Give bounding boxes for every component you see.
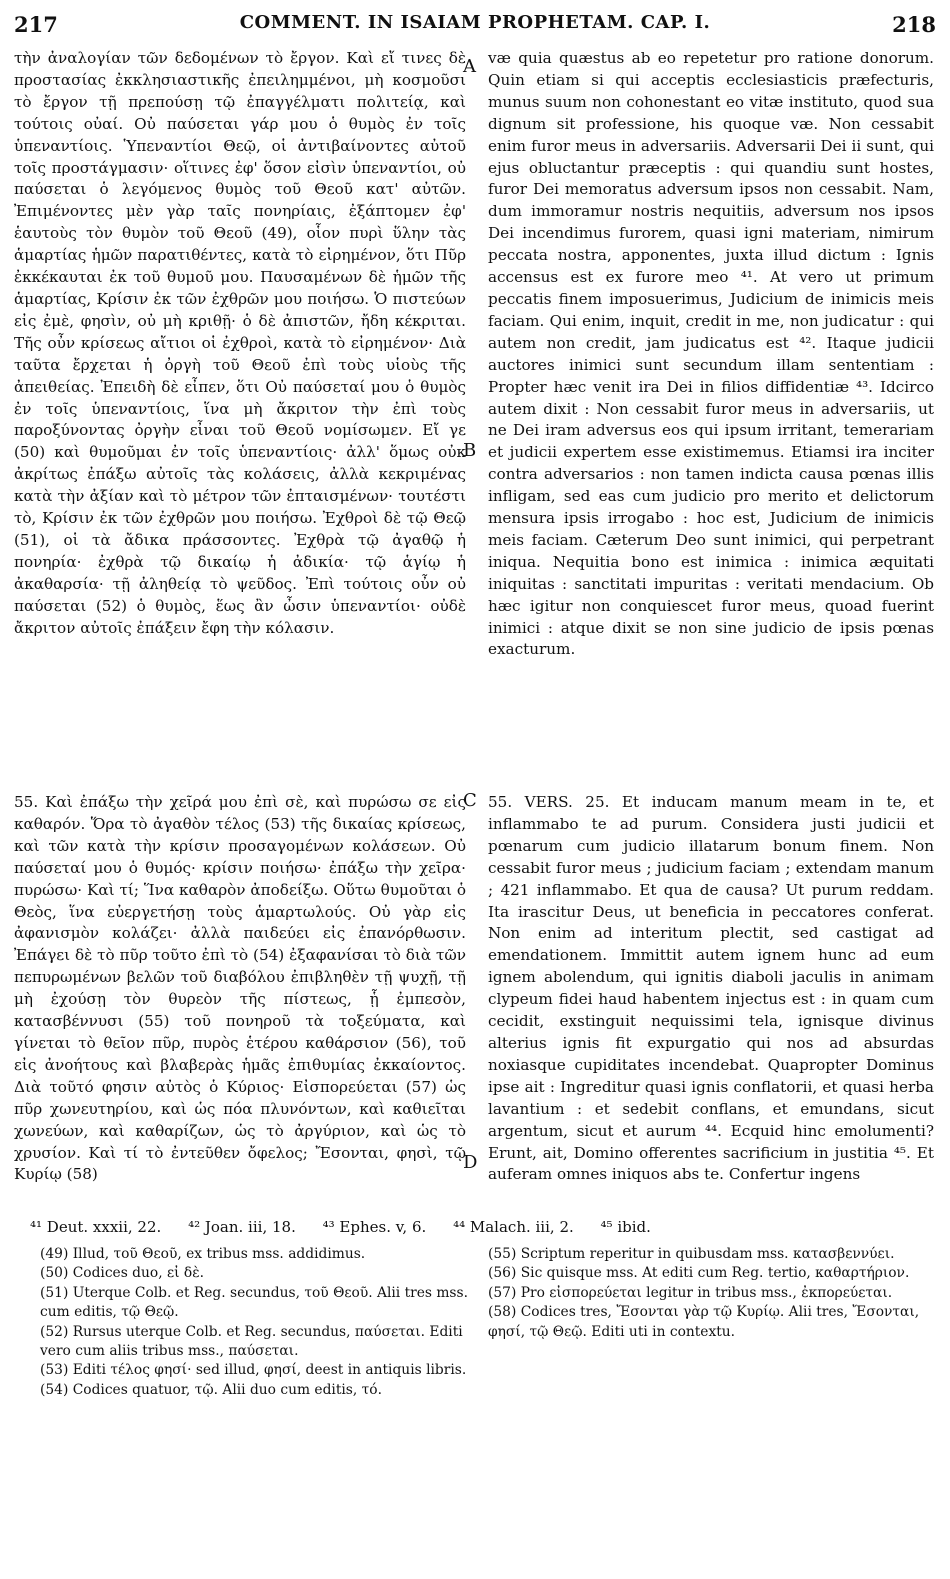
critical-note: (52) Rursus uterque Colb. et Reg. secundus, παύσεται. Editi vero cum aliis tribus mss., παύσεται. <box>40 1323 463 1360</box>
page-header <box>14 6 936 46</box>
critical-note: (50) Codices duo, εἰ δὲ. <box>40 1265 205 1282</box>
greek-column-section-2 <box>14 792 466 1186</box>
greek-paragraph-1: τὴν ἀναλογίαν τῶν δεδομένων τὸ ἔργον. Καὶ εἴ τινες δὲ προστασίας ἐκκλησιαστικῆς ἐπειλημμένοι, μὴ κοσμοῦσι τὸ ἔργον τῇ πρεπούσῃ τῷ ἐπαγγέλματι πολιτείᾳ, καὶ τούτοις οὐαί. Οὐ παύσεται γάρ μου ὁ θυμὸς ἐν τοῖς ὑπεναντίοις. Ὑπεναντίοι Θεῷ, οἱ ἀντιβαίνοντες αὐτοῦ τοῖς προστάγμασιν· οἵτινες ἐφ' ὅσον εἰσὶν ὑπεναντίοι, οὐ παύσεται ὁ λεγόμενος θυμὸς τοῦ Θεοῦ κατ' αὐτῶν. Ἐπιμένοντες μὲν γὰρ ταῖς πονηρίαις, ἐξάπτομεν ἐφ' ἑαυτοὺς τὸν θυμὸν τοῦ Θεοῦ (49), οἷον πυρὶ ὕλην τὰς ἁμαρτίας ἡμῶν παρατιθέντες, κατὰ τὸ εἰρημένον, ὅτι Πῦρ ἐκκέκαυται ἐκ τοῦ θυμοῦ μου. Παυσαμένων δὲ ἡμῶν τῆς ἁμαρτίας, Κρίσιν ἐκ τῶν ἐχθρῶν μου ποιήσω. Ὁ πιστεύων εἰς ἐμὲ, φησὶν, οὐ μὴ κριθῇ· ὁ δὲ ἀπιστῶν, ἤδη κέκριται. Τῆς οὖν κρίσεως αἴτιοι οἱ ἐχθροὶ, κατὰ τὸ εἰρημένον· Διὰ ταῦτα ἔρχεται ἡ ὀργὴ τοῦ Θεοῦ ἐπὶ τοὺς υἱοὺς τῆς ἀπειθείας. Ἐπειδὴ δὲ εἶπεν, ὅτι Οὐ παύσεταί μου ὁ θυμὸς ἐν τοῖς ὑπεναντίοις, ἵνα μὴ ἄκριτον τὴν ἐπὶ τοὺς παροξύνοντας ὀργὴν εἶναι τοῦ Θεοῦ νομίσωμεν. Εἴ γε (50) καὶ θυμοῦμαι ἐν τοῖς ὑπεναντίοις· ἀλλ' ὅμως οὐκ ἀκρίτως ἐπάξω αὐτοῖς τὰς κολάσεις, ἀλλὰ κεκριμένας κατὰ τὴν ἀξίαν καὶ τὸ μέτρον τῶν ἐπταισμένων· τουτέστι τὸ, Κρίσιν ἐκ τῶν ἐχθρῶν μου ποιήσω. Ἐχθροὶ δὲ τῷ Θεῷ (51), οἱ τὰ ἄδικα πράσσοντες. Ἐχθρὰ τῷ ἀγαθῷ ἡ πονηρία· ἐχθρὰ τῷ δικαίῳ ἡ ἀδικία· τῷ ἁγίῳ ἡ ἀκαθαρσία· τῇ ἀληθείᾳ τὸ ψεῦδος. Ἐπὶ τούτοις οὖν οὐ παύσεται (52) ὁ θυμὸς, ἕως ἂν ὦσιν ὑπεναντίοι· οὐδὲ ἄκριτον αὐτοῖς ἐπάξειν ἔφη τὴν κόλασιν. <box>14 49 466 637</box>
scripture-ref: ⁴² Joan. iii, 18. <box>188 1218 296 1236</box>
latin-column-section-2 <box>488 792 934 1186</box>
running-title: COMMENT. IN ISAIAM PROPHETAM. CAP. I. <box>239 12 711 33</box>
scripture-ref: ⁴¹ Deut. xxxii, 22. <box>30 1218 162 1236</box>
latin-column-section-1 <box>488 48 934 661</box>
critical-note: (58) Codices tres, Ἔσονται γὰρ τῷ Κυρίῳ. Alii tres, Ἔσονται, φησί, τῷ Θεῷ. Editi uti in contextu. <box>488 1304 920 1340</box>
scripture-ref: ⁴⁵ ibid. <box>600 1218 651 1236</box>
greek-column-section-1 <box>14 48 466 639</box>
critical-note: (57) Pro εἰσπορεύεται legitur in tribus mss., ἐκπορεύεται. <box>488 1284 893 1301</box>
critical-note: (56) Sic quisque mss. At editi cum Reg. tertio, καθαρτήριον. <box>488 1265 910 1282</box>
critical-note: (55) Scriptum reperitur in quibusdam mss. κατασβεννύει. <box>488 1246 895 1262</box>
critical-note: (51) Uterque Colb. et Reg. secundus, τοῦ Θεοῦ. Alii tres mss. cum editis, τῷ Θεῷ. <box>40 1284 468 1321</box>
critical-notes-right <box>488 1245 934 1342</box>
latin-paragraph-1: væ quia quæstus ab eo repetetur pro ratione donorum. Quin etiam si qui acceptis ecclesiasticis præfecturis, munus suum non cohonestant eo vitæ instituto, quod sua dignum sit professione, his quoque væ. Non cessabit enim furor meus in adversariis. Adversarii Dei ii sunt, qui ejus obluctantur præceptis : qui quandiu sunt hostes, furor Dei memoratus adversum ipsos non cessabit. Nam, dum immoramur nostris nequitiis, adversum nos ipsos Dei incendimus furorem, quasi igni materiam, nimirum peccata nostra, apponentes, juxta illud dictum : Ignis accensus est ex furore meo ⁴¹. At vero ut primum peccatis finem imposuerimus, Judicium de inimicis meis faciam. Qui enim, inquit, credit in me, non judicatur : qui autem non credit, jam judicatus est ⁴². Itaque judicii auctores inimici sunt secundum illam sententiam : Propter hæc venit ira Dei in filios diffidentiæ ⁴³. Idcirco autem dixit : Non cessabit furor meus in adversariis, ut ne Dei iram adversus eos qui ipsum irritant, temerariam et judicii expertem esse existimemus. Etiamsi ira inciter contra adversarios : non tamen indicta causa pœnas illis infligam, sed eas cum judicio pro merito et delictorum mensura ipsis irrogabo : hoc est, Judicium de inimicis meis faciam. Cæterum Deo sunt inimici, qui perpetrant iniqua. Nequitia bono est inimica : inimica æquitati iniquitas : sanctitati impuritas : veritati mendacium. Ob hæc igitur non conquiescet furor meus, quoad fuerint inimici : atque dixit se non sine judicio de ipsis pœnas exacturum. <box>488 49 934 659</box>
scripture-ref: ⁴³ Ephes. v, 6. <box>322 1218 427 1236</box>
critical-note: (53) Editi τέλος φησί· sed illud, φησί, deest in antiquis libris. <box>40 1362 467 1379</box>
page-number-right: 218 <box>892 12 936 37</box>
scripture-references <box>30 1217 936 1237</box>
margin-marker-a: A <box>463 56 476 77</box>
margin-marker-c: C <box>463 790 477 811</box>
scripture-ref: ⁴⁴ Malach. iii, 2. <box>453 1218 574 1236</box>
margin-marker-d: D <box>463 1152 478 1173</box>
greek-paragraph-2: 55. Καὶ ἐπάξω τὴν χεῖρά μου ἐπὶ σὲ, καὶ πυρώσω σε εἰς καθαρόν. Ὅρα τὸ ἀγαθὸν τέλος (53) τῆς δικαίας κρίσεως, καὶ τῶν κατὰ τὴν κρίσιν προσαγομένων κολάσεων. Οὐ παύσεταί μου ὁ θυμός· κρίσιν ποιήσω· ἐπάξω τὴν χεῖρα· πυρώσω· Καὶ τί; Ἵνα καθαρὸν ἀποδείξω. Οὕτω θυμοῦται ὁ Θεὸς, ἵνα εὐεργετήσῃ τοὺς ἁμαρτωλούς. Οὐ γὰρ εἰς ἀφανισμὸν κολάζει· ἀλλὰ παιδεύει εἰς ἐπανόρθωσιν. Ἐπάγει δὲ τὸ πῦρ τοῦτο ἐπὶ τὸ (54) ἐξαφανίσαι τὸ διὰ τῶν πεπυρωμένων βελῶν τοῦ διαβόλου ἐπιβληθὲν τῇ ψυχῇ, τῇ μὴ ἐχούσῃ τὸν θυρεὸν τῆς πίστεως, ᾗ ἐμπεσὸν, κατασβέννυσι (55) τοῦ πονηροῦ τὰ τοξεύματα, καὶ γίνεται τὸ θεῖον πῦρ, πυρὸς ἑτέρου καθάρσιον (56), τοῦ εἰς ἀνοήτους καὶ βλαβερὰς ἡμᾶς ἐπιθυμίας ἐκκαίοντος. Διὰ τοῦτό φησιν αὐτὸς ὁ Κύριος· Εἰσπορεύεται (57) ὡς πῦρ χωνευτηρίου, καὶ ὡς πόα πλυνόντων, καὶ καθιεῖται χωνεύων, καὶ καθαρίζων, ὡς τὸ ἀργύριον, καὶ ὡς τὸ χρυσίον. Καὶ τί τὸ ἐντεῦθεν ὄφελος; Ἔσονται, φησὶ, τῷ Κυρίῳ (58) <box>14 793 466 1184</box>
latin-paragraph-2: 55. VERS. 25. Et inducam manum meam in te, et inflammabo te ad purum. Considera justi judicii et pœnarum cum judicio illatarum bonum finem. Non cessabit furor meus ; judicium faciam ; extendam manum ; 421 inflammabo. Et qua de causa? Ut purum reddam. Ita irascitur Deus, ut beneficia in peccatores conferat. Non enim ad interitum plectit, sed castigat ad emendationem. Immittit autem ignem hunc ad eum ignem abolendum, qui ignitis diaboli jaculis in animam clypeum fidei haud habentem injectus est : in quam cum cecidit, exstinguit nequissimi tela, ignisque divinus alterius ignis fit expurgatio qui nos ad absurdas noxiasque cupiditates incendebat. Quapropter Dominus ipse ait : Ingreditur quasi ignis conflatorii, et quasi herba lavantium : et sedebit conflans, et emundans, sicut argentum, sicut et aurum ⁴⁴. Ecquid hinc emolumenti? Erunt, ait, Domino offerentes sacrificium in justitia ⁴⁵. Et auferam omnes iniquos abs te. Confertur ingens <box>488 793 934 1184</box>
critical-note: (49) Illud, τοῦ Θεοῦ, ex tribus mss. addidimus. <box>40 1246 366 1262</box>
critical-notes-left <box>40 1245 470 1400</box>
page-number-left: 217 <box>14 12 58 37</box>
margin-marker-b: B <box>463 440 477 461</box>
critical-note: (54) Codices quatuor, τῷ. Alii duo cum editis, τό. <box>40 1381 382 1398</box>
